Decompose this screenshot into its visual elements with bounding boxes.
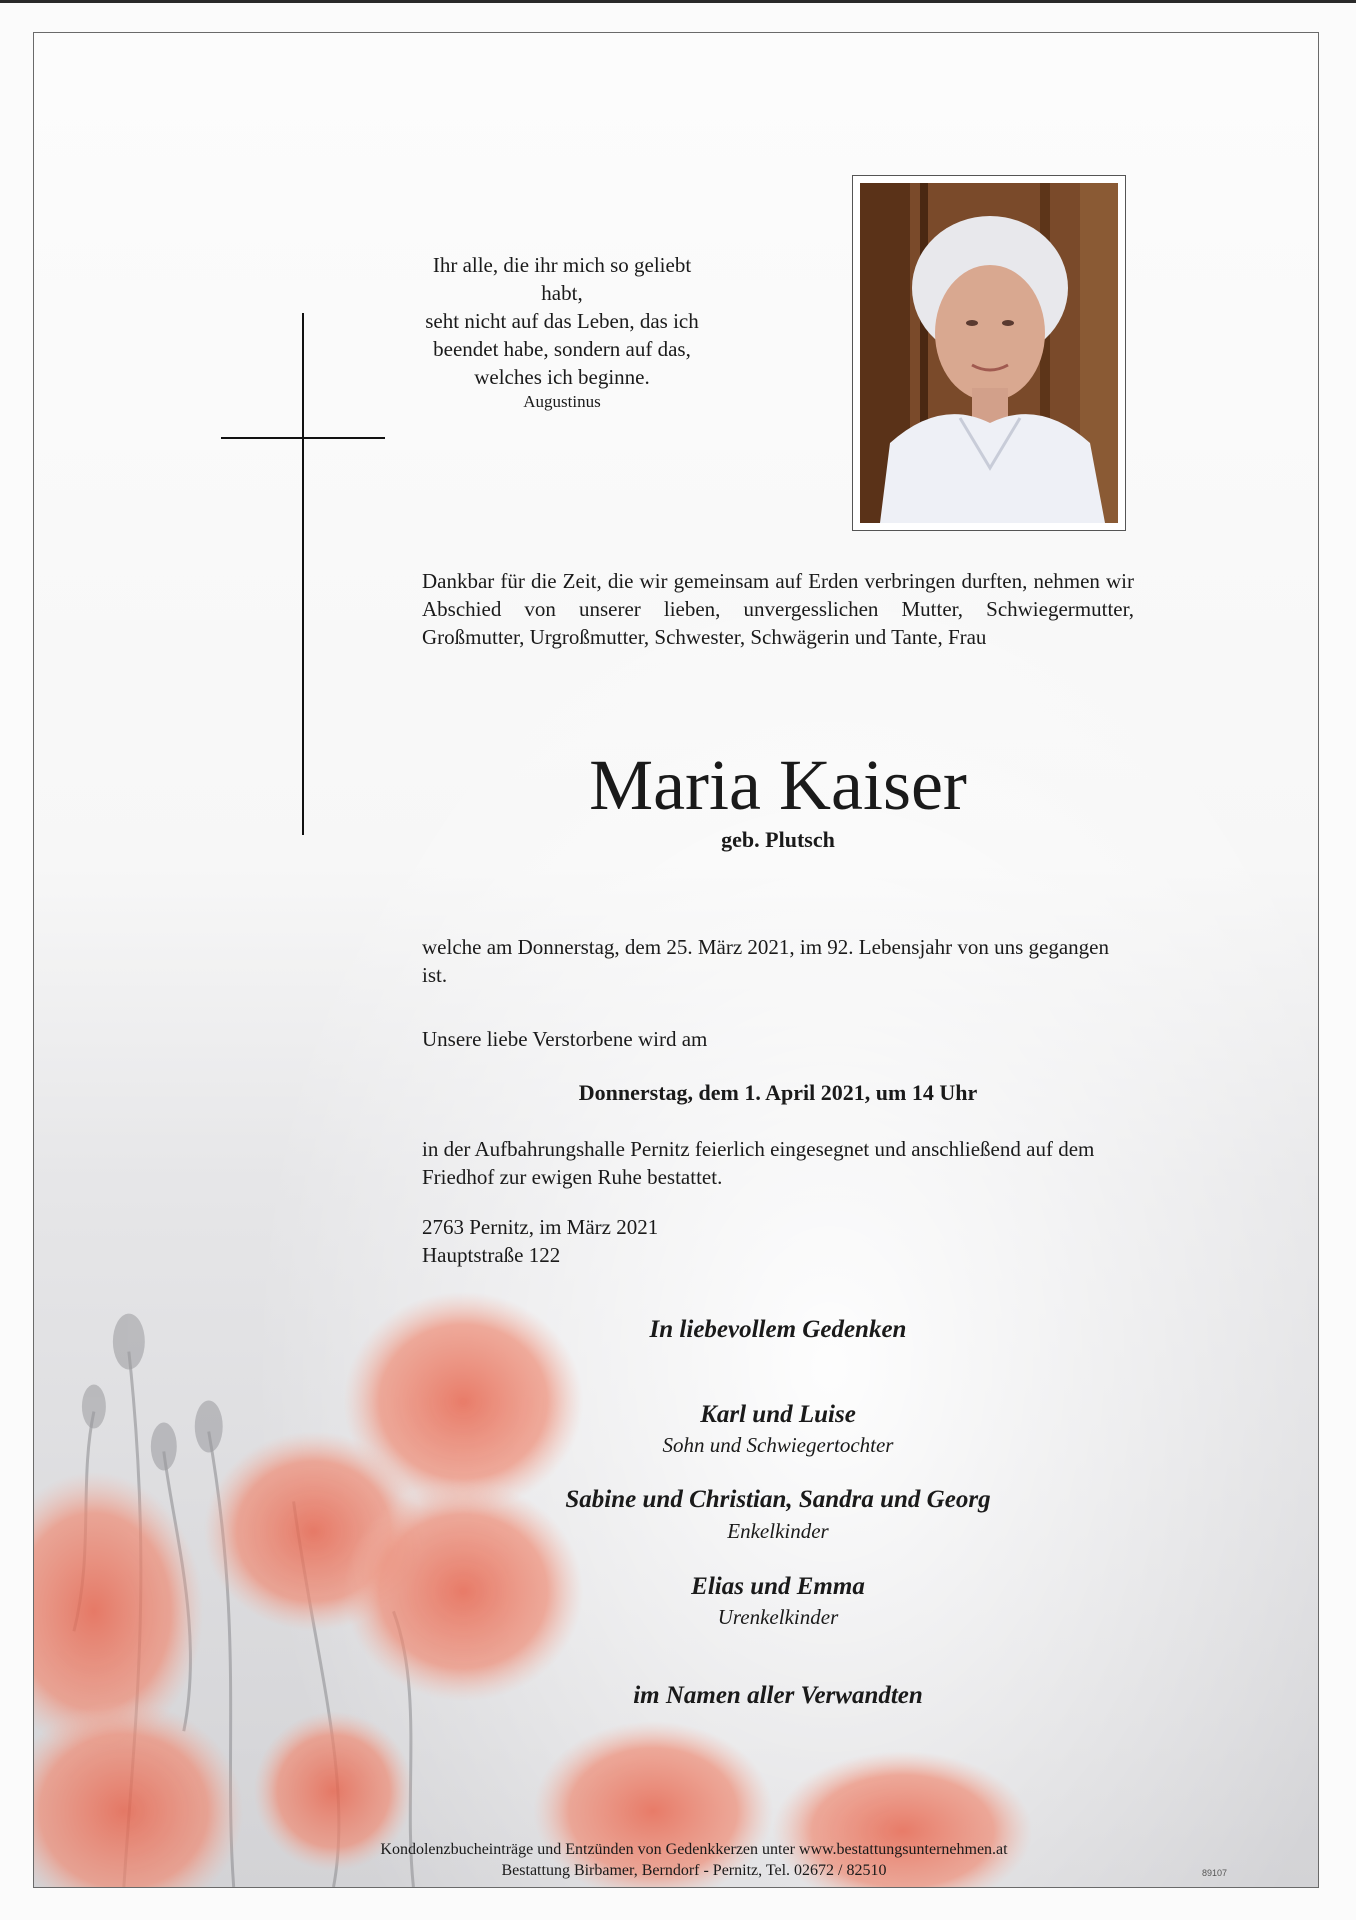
memorial-heading: In liebevollem Gedenken (649, 1316, 907, 1343)
mourner-names: Sabine und Christian, Sandra und Georg (565, 1486, 991, 1513)
quote-line: welches ich beginne. (474, 365, 650, 389)
quote-block (412, 251, 712, 413)
maiden-name: geb. Plutsch (721, 827, 835, 852)
portrait-frame (852, 175, 1126, 531)
mourner-relation: Sohn und Schwiegertochter (662, 1433, 894, 1457)
quote-line: seht nicht auf das Leben, das ich (425, 309, 699, 333)
address-line-2: Hauptstraße 122 (422, 1243, 561, 1267)
cross-vertical (302, 313, 304, 835)
mourner-names: Elias und Emma (691, 1573, 865, 1600)
death-text: welche am Donnerstag, dem 25. März 2021, im 92. Lebensjahr von uns gegangen ist. (422, 935, 1109, 987)
ceremony-intro: Unsere liebe Verstorbene wird am (422, 1027, 708, 1051)
quote-line: Ihr alle, die ihr mich so geliebt habt, (432, 253, 692, 305)
mourner-relation: Urenkelkinder (717, 1605, 839, 1629)
mourner-names: Karl und Luise (700, 1401, 856, 1428)
intro-text: Dankbar für die Zeit, die wir gemeinsam auf Erden verbringen durften, nehmen wir Abschied von unserer lieben, unvergesslichen Mutter, Schwiegermutter, Großmutter, Urgroßmutter, Schwester, Schwägerin und Tante, Frau (422, 569, 1134, 649)
address-line-1: 2763 Pernitz, im März 2021 (422, 1215, 659, 1239)
print-code: 89107 (1202, 1868, 1228, 1878)
quote-line: beendet habe, sondern auf das, (433, 337, 691, 361)
memorial-closing: im Namen aller Verwandten (633, 1682, 923, 1709)
footer-line-2: Bestattung Birbamer, Berndorf - Pernitz, Tel. 02672 / 82510 (501, 1862, 887, 1879)
obituary-frame (33, 32, 1319, 1888)
ceremony-text: in der Aufbahrungshalle Pernitz feierlich eingesegnet und anschließend auf dem Friedhof zur ewigen Ruhe bestattet. (422, 1137, 1095, 1189)
portrait-photo (860, 183, 1118, 523)
footer (334, 1839, 1054, 1881)
quote-author: Augustinus (523, 392, 601, 411)
deceased-name: Maria Kaiser (589, 745, 967, 825)
footer-line-1: Kondolenzbucheinträge und Entzünden von Gedenkkerzen unter www.bestattungsunternehmen.at (380, 1841, 1008, 1858)
cross-horizontal (221, 437, 385, 439)
mourner-relation: Enkelkinder (727, 1519, 829, 1543)
top-border-line (0, 0, 1356, 3)
ceremony-date: Donnerstag, dem 1. April 2021, um 14 Uhr (578, 1080, 978, 1105)
